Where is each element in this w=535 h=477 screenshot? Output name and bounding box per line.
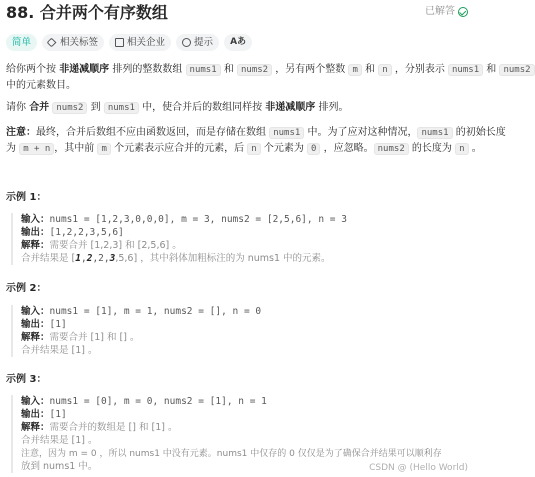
paragraph-note: 注意：最终，合并后数组不应由函数返回，而是存储在数组 nums1 中。为了应对这种情况， nums1 的初始长度 (6, 127, 506, 138)
example-1-title: 示例 1： (6, 192, 47, 203)
difficulty-badge (6, 34, 37, 51)
example-3-explain: 解释：需要合并的数组是 [] 和 [1] 。 (21, 422, 178, 433)
paragraph-intro-cont: 中的元素数目。 (6, 80, 76, 91)
font-size-button[interactable] (224, 34, 252, 51)
lightbulb-icon (182, 38, 191, 47)
paragraph-intro: 给你两个按 非递减顺序 排列的整数数组 nums1 和 nums2 ，另有两个整数 m 和 n ，分别表示 nums1 和 nums2 (6, 62, 468, 78)
tag-bar (6, 34, 252, 51)
check-circle-icon (458, 7, 468, 17)
example-3-title: 示例 3： (6, 374, 47, 385)
related-companies-button[interactable] (109, 34, 171, 51)
example-2-block (11, 305, 468, 357)
example-3-note-cont: 放到 nums1 中。 (21, 461, 98, 472)
difficulty-label: 简单 (12, 37, 32, 48)
example-1-output: 输出：[1,2,2,3,5,6] (21, 227, 124, 238)
related-topics-button[interactable] (42, 34, 104, 51)
example-3-block (11, 395, 468, 473)
watermark: CSDN @ (Hello World) (369, 463, 468, 473)
font-toggle-label: Aあ (230, 37, 247, 47)
related-topics-label: 相关标签 (60, 37, 99, 48)
example-3-note: 注意，因为 m = 0 ，所以 nums1 中没有元素。nums1 中仅存的 0 仅仅是为了确保合并结果可以顺利存 (21, 449, 442, 459)
example-2-output: 输出：[1] (21, 319, 67, 330)
example-2-explain: 解释：需要合并 [1] 和 [] 。 (21, 332, 140, 343)
hint-button[interactable] (176, 34, 219, 51)
example-1-explain: 解释：需要合并 [1,2,3] 和 [2,5,6] 。 (21, 240, 182, 251)
solved-label: 已解答 (425, 6, 455, 17)
paragraph-note-cont: 为 m + n ，其中前 m 个元素表示应合并的元素，后 n 个元素为 0 ，应忽略。 nums2 的长度为 n 。 (6, 143, 482, 154)
example-2-title: 示例 2： (6, 283, 47, 294)
example-2-input: 输入：nums1 = [1], m = 1, nums2 = [], n = 0 (21, 306, 262, 317)
example-3-input: 输入：nums1 = [0], m = 0, nums2 = [1], n = 1 (21, 396, 267, 407)
hint-label: 提示 (194, 37, 214, 48)
example-3-output: 输出：[1] (21, 409, 67, 420)
example-1-input: 输入：nums1 = [1,2,3,0,0,0], m = 3, nums2 = [2,5,6], n = 3 (21, 214, 347, 225)
paragraph-task: 请你 合并 nums2 到 nums1 中，使合并后的数组同样按 非递减顺序 排列。 (6, 102, 349, 113)
related-companies-label: 相关企业 (127, 37, 166, 48)
example-3-result: 合并结果是 [1] 。 (21, 435, 98, 446)
example-1-result: 合并结果是 [1,2,2,3,5,6] ，其中斜体加粗标注的为 nums1 中的元素。 (21, 253, 331, 264)
problem-title: 88. 合并两个有序数组 (6, 3, 168, 22)
example-1-block (11, 213, 468, 265)
example-2-result: 合并结果是 [1] 。 (21, 345, 98, 356)
solved-status (425, 4, 468, 20)
building-icon (115, 38, 124, 47)
problem-header (6, 2, 468, 24)
tag-icon (47, 38, 57, 48)
